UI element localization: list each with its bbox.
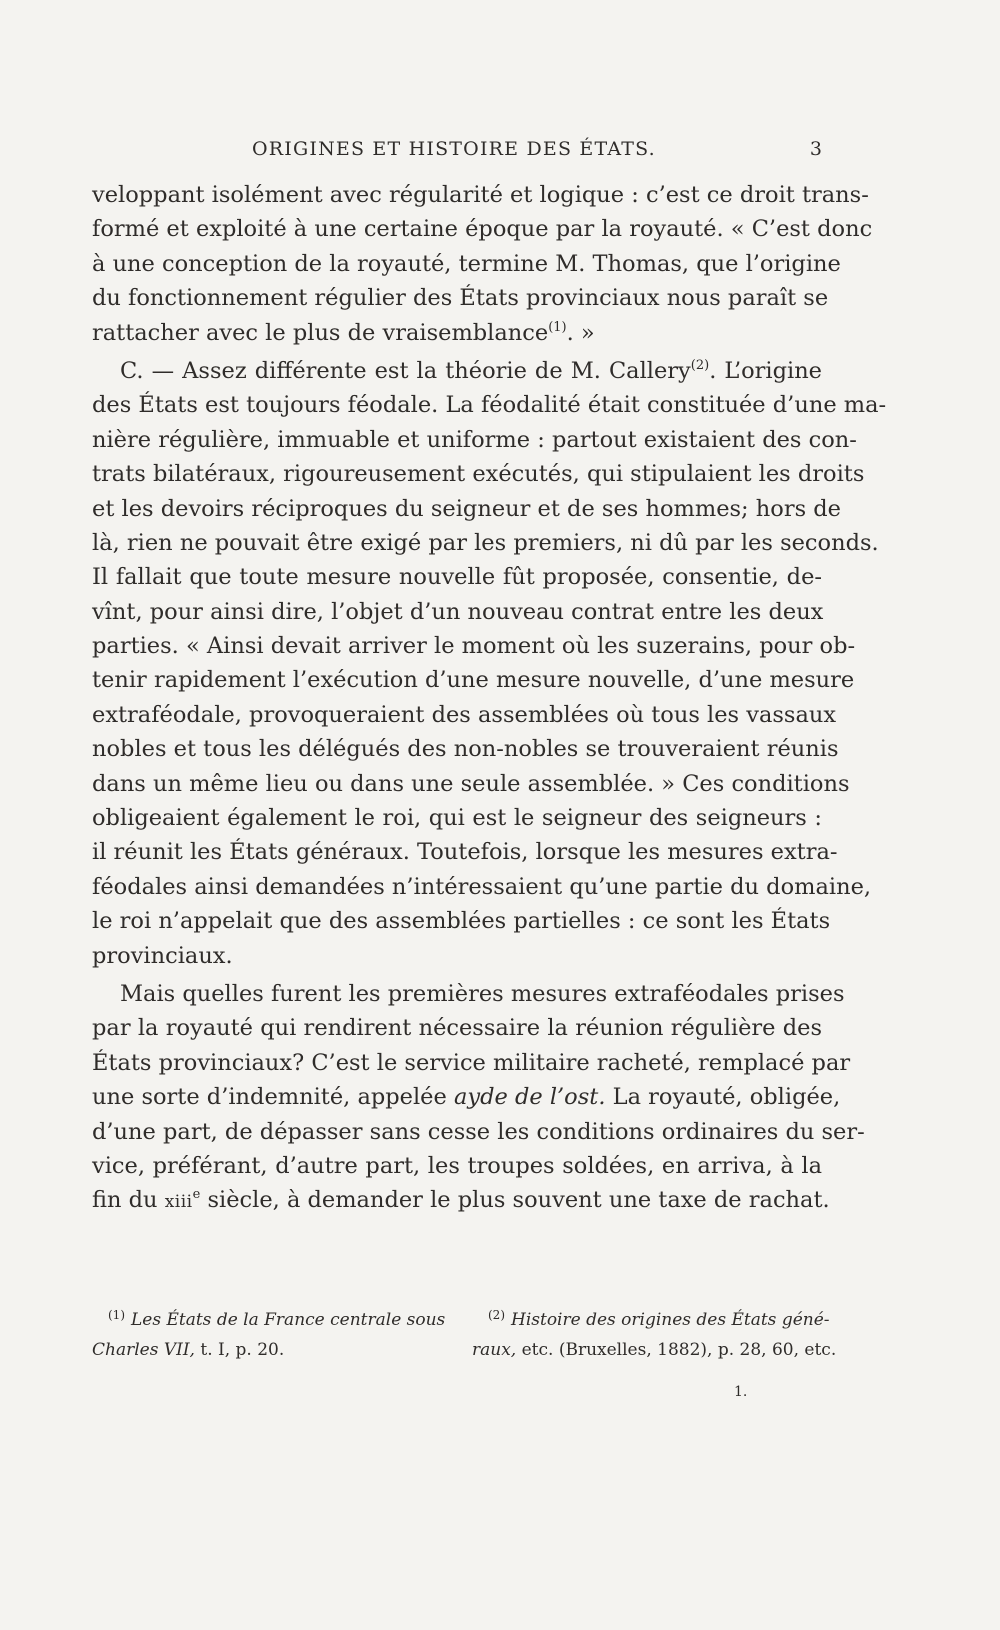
text-line: nobles et tous les délégués des non-nobles se trouveraient réunis xyxy=(92,736,839,763)
footnote-line xyxy=(92,1300,446,1335)
footnote-marker: (1) xyxy=(108,1308,125,1322)
text-segment: . » xyxy=(566,319,595,346)
text-line: et les devoirs réciproques du seigneur et de ses hommes; hors de xyxy=(92,495,841,522)
ordinal-suffix: e xyxy=(192,1187,201,1203)
text-line: féodales ainsi demandées n’intéressaient qu’une partie du domaine, xyxy=(92,873,872,900)
text-line: formé et exploité à une certaine époque par la royauté. « C’est donc xyxy=(92,216,873,243)
footnote-text: Charles VII, xyxy=(92,1340,195,1360)
footnote-text: Les États de la France centrale sous xyxy=(131,1310,446,1330)
signature-mark: 1. xyxy=(734,1384,748,1400)
body-text xyxy=(92,178,887,1218)
footnote-line xyxy=(472,1300,830,1335)
footnotes xyxy=(92,1300,837,1360)
text-line xyxy=(92,1080,841,1114)
text-line: le roi n’appelait que des assemblées partielles : ce sont les États xyxy=(92,908,831,935)
text-line: dans un même lieu ou dans une seule assemblée. » Ces conditions xyxy=(92,770,850,797)
footnote-text: Histoire des origines des États géné- xyxy=(511,1310,830,1330)
century-numeral: xiii xyxy=(164,1192,193,1213)
text-line: Il fallait que toute mesure nouvelle fût proposée, consentie, de- xyxy=(92,564,822,591)
text-line: Mais quelles furent les premières mesures extraféodales prises xyxy=(120,980,845,1007)
footnote-line xyxy=(472,1335,837,1365)
running-title: ORIGINES ET HISTOIRE DES ÉTATS. xyxy=(252,138,656,160)
footnote-2 xyxy=(472,1300,837,1365)
running-head xyxy=(92,138,822,168)
text-line: par la royauté qui rendirent nécessaire la réunion régulière des xyxy=(92,1015,822,1042)
text-line: obligeaient également le roi, qui est le seigneur des seigneurs : xyxy=(92,805,822,832)
footnote-text: etc. (Bruxelles, 1882), p. 28, 60, etc. xyxy=(516,1340,837,1360)
text-segment: . L’origine xyxy=(709,357,822,384)
text-line: tenir rapidement l’exécution d’une mesure nouvelle, d’une mesure xyxy=(92,667,855,694)
footnote-reference: (1) xyxy=(548,319,567,335)
text-segment: La royauté, obligée, xyxy=(605,1084,841,1111)
text-line: États provinciaux? C’est le service militaire racheté, remplacé par xyxy=(92,1049,851,1076)
text-segment: une sorte d’indemnité, appelée xyxy=(92,1084,454,1111)
footnote-line xyxy=(92,1335,437,1365)
text-line: du fonctionnement régulier des États provinciaux nous paraît se xyxy=(92,285,829,312)
text-line: des États est toujours féodale. La féodalité était constituée d’une ma- xyxy=(92,392,887,419)
text-line: veloppant isolément avec régularité et logique : c’est ce droit trans- xyxy=(92,182,869,208)
footnote-reference: (2) xyxy=(690,357,710,373)
text-line: parties. « Ainsi devait arriver le moment où les suzerains, pour ob- xyxy=(92,633,856,660)
text-line xyxy=(92,354,822,388)
text-segment: rattacher avec le plus de vraisemblance xyxy=(92,319,549,346)
text-line xyxy=(92,1183,830,1217)
footnote-1 xyxy=(92,1300,446,1365)
text-line: nière régulière, immuable et uniforme : partout existaient des con- xyxy=(92,426,857,453)
text-line: extraféodale, provoqueraient des assemblées où tous les vassaux xyxy=(92,701,837,728)
text-segment: C. — Assez différente est la théorie de M. Callery xyxy=(120,357,691,384)
text-line: là, rien ne pouvait être exigé par les premiers, ni dû par les seconds. xyxy=(92,529,879,556)
text-line: d’une part, de dépasser sans cesse les conditions ordinaires du ser- xyxy=(92,1118,865,1145)
text-line: vice, préférant, d’autre part, les troupes soldées, en arriva, à la xyxy=(92,1152,822,1179)
text-segment: fin du xyxy=(92,1187,165,1214)
page-number: 3 xyxy=(809,138,822,160)
text-line: il réunit les États généraux. Toutefois, lorsque les mesures extra- xyxy=(92,839,838,866)
footnote-marker: (2) xyxy=(488,1308,505,1322)
footnote-text: t. I, p. 20. xyxy=(194,1340,285,1360)
text-line: trats bilatéraux, rigoureusement exécutés, qui stipulaient les droits xyxy=(92,461,865,488)
italic-term: ayde de l’ost. xyxy=(453,1084,606,1111)
text-line: provinciaux. xyxy=(92,942,233,969)
text-segment: siècle, à demander le plus souvent une taxe de rachat. xyxy=(200,1187,830,1214)
text-line: à une conception de la royauté, termine M. Thomas, que l’origine xyxy=(92,250,841,277)
footnote-text: raux, xyxy=(472,1340,517,1360)
text-line xyxy=(92,316,822,350)
text-line: vînt, pour ainsi dire, l’objet d’un nouveau contrat entre les deux xyxy=(92,598,824,625)
